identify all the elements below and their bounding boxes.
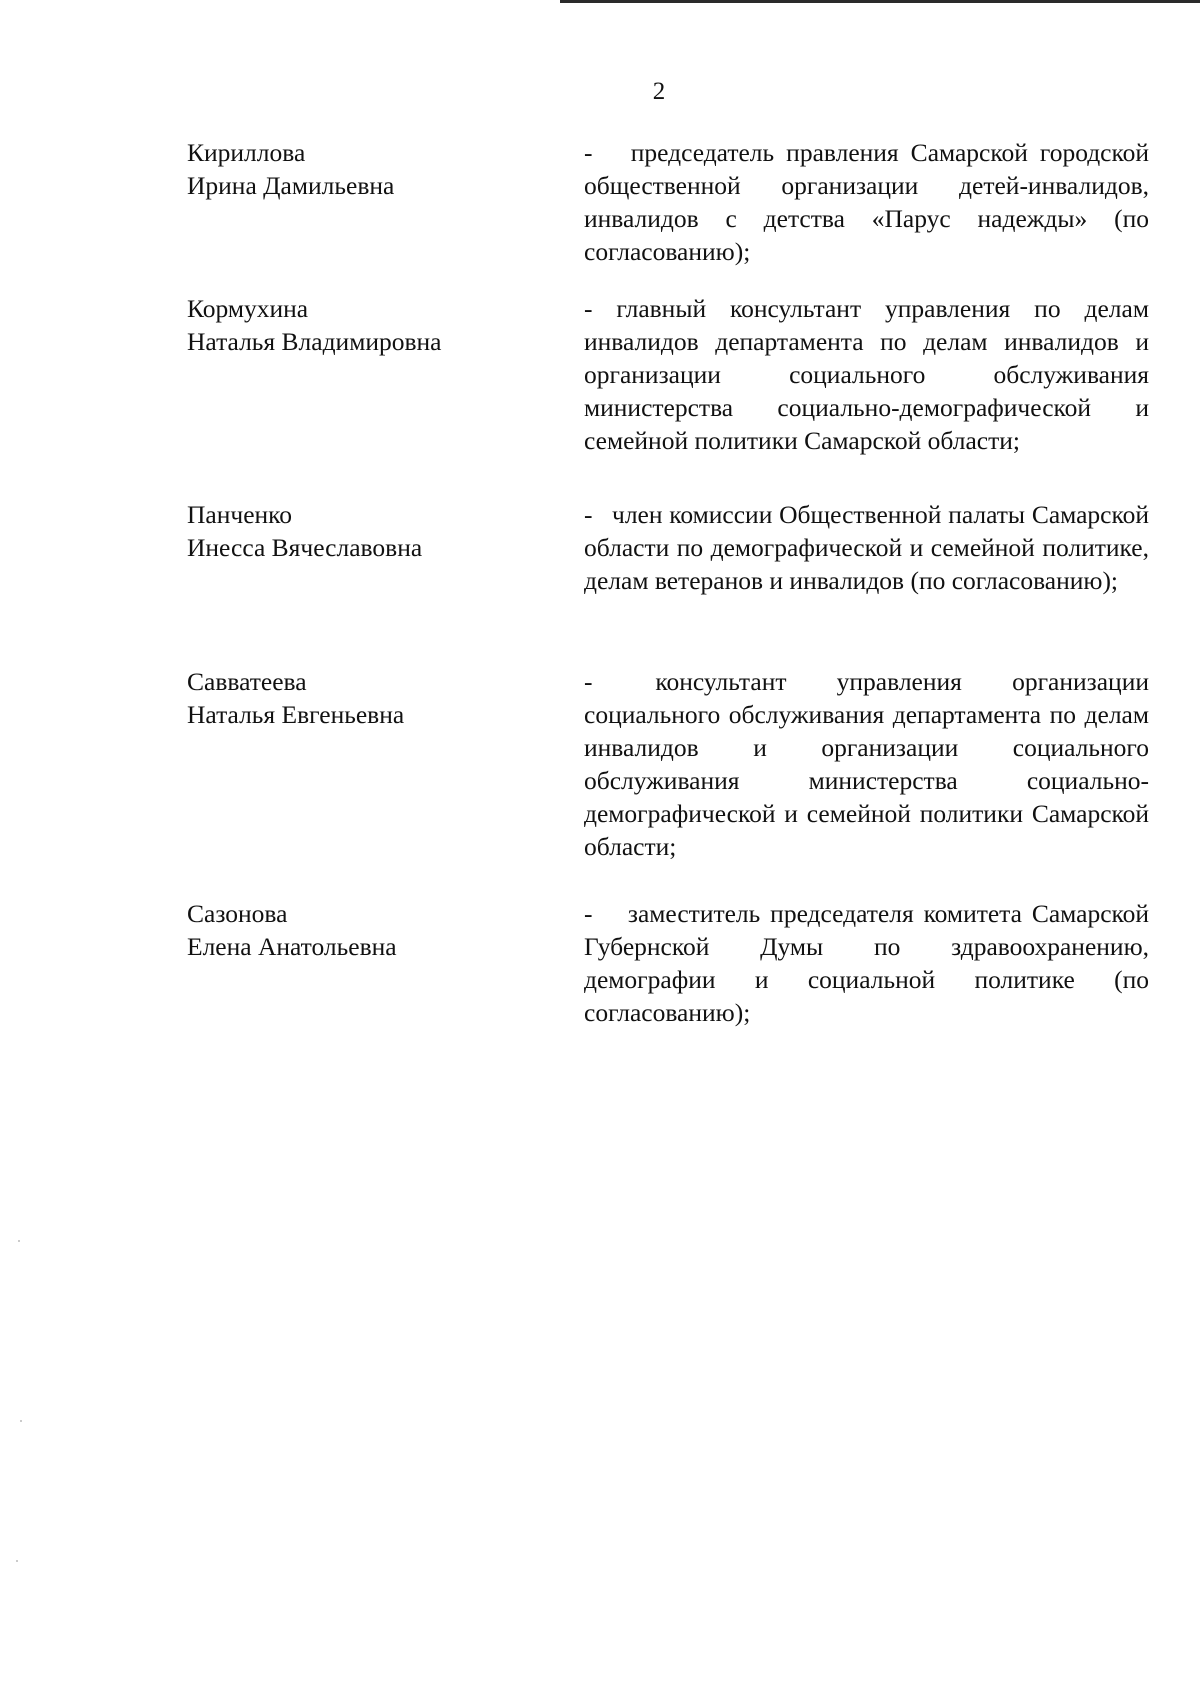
member-role: - член комиссии Общественной палаты Самарской области по демографической и семейной политике, делам ветеранов и инвалидов (по согласованию); bbox=[584, 500, 1149, 595]
member-given-names: Наталья Владимировна bbox=[187, 327, 442, 356]
member-surname: Кормухина bbox=[187, 294, 309, 323]
member-given-names: Наталья Евгеньевна bbox=[187, 700, 405, 729]
member-role: - заместитель председателя комитета Самарской Губернской Думы по здравоохранению, демографии и социальной политике (по согласованию); bbox=[584, 899, 1149, 1027]
member-list bbox=[187, 136, 1149, 1037]
page-number: 2 bbox=[652, 78, 666, 105]
member-name bbox=[187, 136, 547, 202]
member-entry bbox=[187, 498, 1149, 665]
scan-speck bbox=[16, 1560, 18, 1562]
scan-top-edge bbox=[560, 0, 1200, 3]
member-given-names: Инесса Вячеславовна bbox=[187, 533, 423, 562]
scan-speck bbox=[20, 1420, 22, 1422]
member-name bbox=[187, 897, 547, 963]
member-role: - консультант управления организации социального обслуживания департамента по делам инвалидов и организации социального обслуживания министерства социально-демографической и семейной политики Самарской области; bbox=[584, 667, 1149, 861]
member-entry bbox=[187, 665, 1149, 897]
scan-speck bbox=[18, 1240, 20, 1242]
member-entry bbox=[187, 292, 1149, 498]
member-name bbox=[187, 665, 547, 731]
member-surname: Кириллова bbox=[187, 138, 306, 167]
member-name bbox=[187, 292, 547, 358]
member-role: - председатель правления Самарской городской общественной организации детей-инвалидов, инвалидов с детства «Парус надежды» (по согласованию); bbox=[584, 138, 1149, 266]
member-surname: Сазонова bbox=[187, 899, 288, 928]
member-entry bbox=[187, 897, 1149, 1037]
member-name bbox=[187, 498, 547, 564]
member-entry bbox=[187, 136, 1149, 292]
member-role: - главный консультант управления по делам инвалидов департамента по делам инвалидов и организации социального обслуживания министерства социально-демографической и семейной политики Самарской области; bbox=[584, 294, 1149, 455]
member-surname: Панченко bbox=[187, 500, 293, 529]
member-given-names: Елена Анатольевна bbox=[187, 932, 397, 961]
member-surname: Савватеева bbox=[187, 667, 307, 696]
member-given-names: Ирина Дамильевна bbox=[187, 171, 395, 200]
